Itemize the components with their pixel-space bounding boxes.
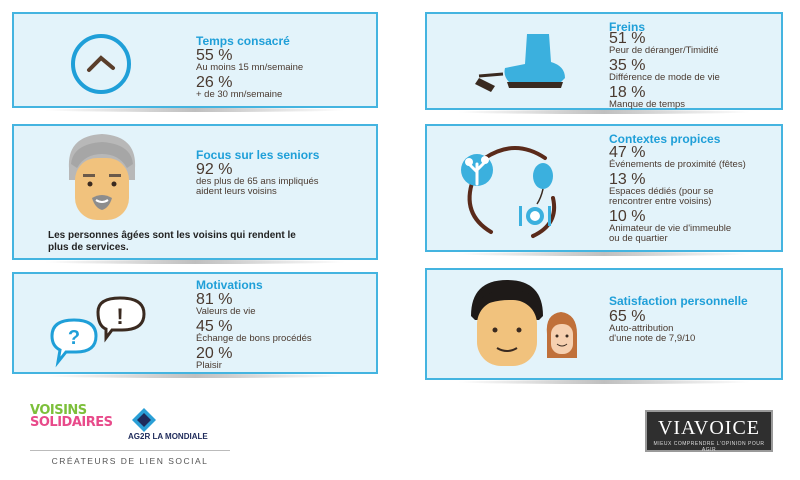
event-cycle-icon <box>455 140 575 244</box>
stat-description: des plus de 65 ans impliqués <box>196 176 319 187</box>
note-line: Les personnes âgées sont les voisins qui rendent le <box>48 230 296 241</box>
stat-percent: 35 % <box>609 57 646 74</box>
tagline: CRÉATEURS DE LIEN SOCIAL <box>30 450 230 466</box>
boot-stepping-icon <box>469 32 569 104</box>
card-title: Satisfaction personnelle <box>609 294 748 308</box>
card-shadow <box>44 374 346 378</box>
stat-item <box>609 210 746 244</box>
ag2r-mark-icon <box>132 408 156 432</box>
stat-description: Valeurs de vie <box>196 306 256 317</box>
ag2r-logo <box>128 408 208 441</box>
card-title: Temps consacré <box>196 34 290 48</box>
clock-icon <box>69 32 133 96</box>
stat-description: Peur de déranger/Timidité <box>609 45 719 56</box>
speech-bubbles-icon <box>46 292 154 370</box>
stats-list <box>196 293 312 374</box>
stat-description: Plaisir <box>196 360 222 371</box>
card-motivations <box>12 272 378 374</box>
stat-percent: 51 % <box>609 30 646 47</box>
stats-list <box>196 163 319 200</box>
stat-description: + de 30 mn/semaine <box>196 89 283 100</box>
stats-list <box>196 49 303 103</box>
stats-list <box>609 146 746 247</box>
stat-description: rencontrer entre voisins) <box>609 196 712 207</box>
viavoice-slogan: MIEUX COMPRENDRE L'OPINION POUR AGIR <box>653 441 765 453</box>
stat-description: ou de quartier <box>609 233 668 244</box>
stat-item <box>196 76 303 100</box>
stat-percent: 47 % <box>609 144 646 161</box>
card-title: Motivations <box>196 278 263 292</box>
stat-item <box>196 293 312 317</box>
senior-face-icon <box>59 130 145 226</box>
card-focus-seniors <box>12 124 378 260</box>
stat-item <box>196 347 312 371</box>
seniors-note <box>48 230 296 254</box>
ag2r-label: AG2R LA MONDIALE <box>128 432 208 441</box>
stat-percent: 18 % <box>609 84 646 101</box>
stat-description: Espaces dédiés (pour se <box>609 186 714 197</box>
stats-list <box>609 310 695 347</box>
card-shadow <box>457 380 751 384</box>
viavoice-logo <box>645 410 773 452</box>
stat-item <box>609 310 695 344</box>
card-title: Focus sur les seniors <box>196 148 320 162</box>
svg-text:!: ! <box>116 304 124 329</box>
card-shadow <box>457 252 751 256</box>
voisins-solidaires-logo <box>30 403 113 430</box>
card-contextes-propices <box>425 124 783 252</box>
card-title: Freins <box>609 20 646 34</box>
card-shadow <box>44 260 346 264</box>
stat-description: d'une note de 7,9/10 <box>609 333 696 344</box>
stat-item <box>196 320 312 344</box>
viavoice-wordmark: VIAVOICE <box>657 417 761 439</box>
card-satisfaction-personnelle <box>425 268 783 380</box>
stat-item <box>196 49 303 73</box>
stat-description: Au moins 15 mn/semaine <box>196 62 304 73</box>
card-shadow <box>44 108 346 112</box>
stat-percent: 20 % <box>196 345 233 362</box>
stat-description: aident leurs voisins <box>196 186 277 197</box>
svg-text:?: ? <box>67 327 81 349</box>
stat-item <box>196 163 319 197</box>
stat-description: Animateur de vie d'immeuble <box>609 223 732 234</box>
card-title: Contextes propices <box>609 132 721 146</box>
stat-percent: 10 % <box>609 208 646 225</box>
stat-description: Événements de proximité (fêtes) <box>609 159 746 170</box>
stat-percent: 13 % <box>609 171 646 188</box>
stat-item <box>609 146 746 170</box>
stat-percent: 92 % <box>196 161 233 178</box>
stats-list <box>609 32 720 113</box>
stat-item <box>609 173 746 207</box>
stat-percent: 65 % <box>609 308 646 325</box>
stat-description: Échange de bons procédés <box>196 333 312 344</box>
stat-percent: 45 % <box>196 318 233 335</box>
stat-percent: 55 % <box>196 47 233 64</box>
stat-description: Différence de mode de vie <box>609 72 720 83</box>
stat-item <box>609 32 720 56</box>
stat-description: Auto-attribution <box>609 323 674 334</box>
stat-percent: 26 % <box>196 74 233 91</box>
note-line: plus de services. <box>48 242 129 253</box>
card-freins <box>425 12 783 110</box>
stat-item <box>609 86 720 110</box>
logo-line: VOISINS <box>30 403 87 418</box>
stat-description: Manque de temps <box>609 99 686 110</box>
card-temps-consacre <box>12 12 378 108</box>
stat-item <box>609 59 720 83</box>
two-faces-icon <box>465 276 585 376</box>
logo-line: SOLIDAIRES <box>30 415 113 430</box>
stat-percent: 81 % <box>196 291 233 308</box>
